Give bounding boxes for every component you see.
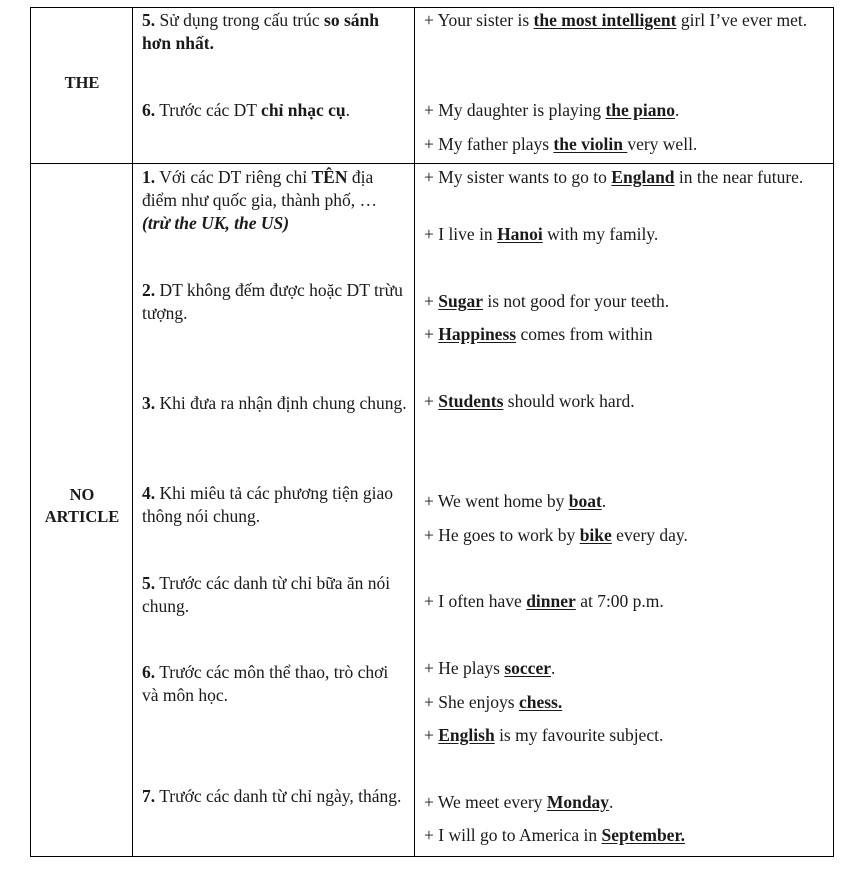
rule-no-article-5: 5. Trước các danh từ chỉ bữa ăn nói chung. xyxy=(142,573,391,616)
example-no-article-2: + I live in Hanoi with my family. xyxy=(424,224,659,244)
rule-no-article-1: 1. Với các DT riêng chỉ TÊN địa điểm như quốc gia, thành phố, … (trừ the UK, the US) xyxy=(142,167,378,233)
table-border-top xyxy=(30,7,834,8)
rule-the-5: 5. Sử dụng trong cấu trúc so sánh hơn nhất. xyxy=(142,10,379,53)
example-no-article-9: + He plays soccer. xyxy=(424,658,556,678)
example-no-article-3: + Sugar is not good for your teeth. xyxy=(424,291,670,311)
row-divider xyxy=(30,163,834,164)
example-no-article-8: + I often have dinner at 7:00 p.m. xyxy=(424,591,664,611)
table-border-left xyxy=(30,7,31,857)
example-no-article-6: + We went home by boat. xyxy=(424,491,607,511)
example-no-article-1: + My sister wants to go to England in the near future. xyxy=(424,167,804,187)
rule-the-6: 6. Trước các DT chỉ nhạc cụ. xyxy=(142,100,351,120)
rule-no-article-7: 7. Trước các danh từ chỉ ngày, tháng. xyxy=(142,786,402,806)
table-border-right xyxy=(833,7,834,857)
rule-no-article-2: 2. DT không đếm được hoặc DT trừu tượng. xyxy=(142,280,403,323)
example-no-article-4: + Happiness comes from within xyxy=(424,324,653,344)
example-no-article-11: + English is my favourite subject. xyxy=(424,725,664,745)
example-no-article-7: + He goes to work by bike every day. xyxy=(424,525,688,545)
category-the: THE xyxy=(64,73,100,92)
example-the-2: + My daughter is playing the piano. xyxy=(424,100,680,120)
column-divider-2 xyxy=(414,7,415,857)
example-the-3: + My father plays the violin very well. xyxy=(424,134,698,154)
example-no-article-13: + I will go to America in September. xyxy=(424,825,685,845)
table-border-bottom xyxy=(30,856,834,857)
example-the-1: + Your sister is the most intelligent girl I’ve ever met. xyxy=(424,10,808,30)
example-no-article-12: + We meet every Monday. xyxy=(424,792,614,812)
rule-no-article-3: 3. Khi đưa ra nhận định chung chung. xyxy=(142,393,407,413)
column-divider-1 xyxy=(132,7,133,857)
rule-no-article-4: 4. Khi miêu tả các phương tiện giao thông nói chung. xyxy=(142,483,394,526)
rule-no-article-6: 6. Trước các môn thể thao, trò chơi và môn học. xyxy=(142,662,389,705)
example-no-article-5: + Students should work hard. xyxy=(424,391,635,411)
example-no-article-10: + She enjoys chess. xyxy=(424,692,563,712)
category-no-article: NO ARTICLE xyxy=(44,485,120,526)
